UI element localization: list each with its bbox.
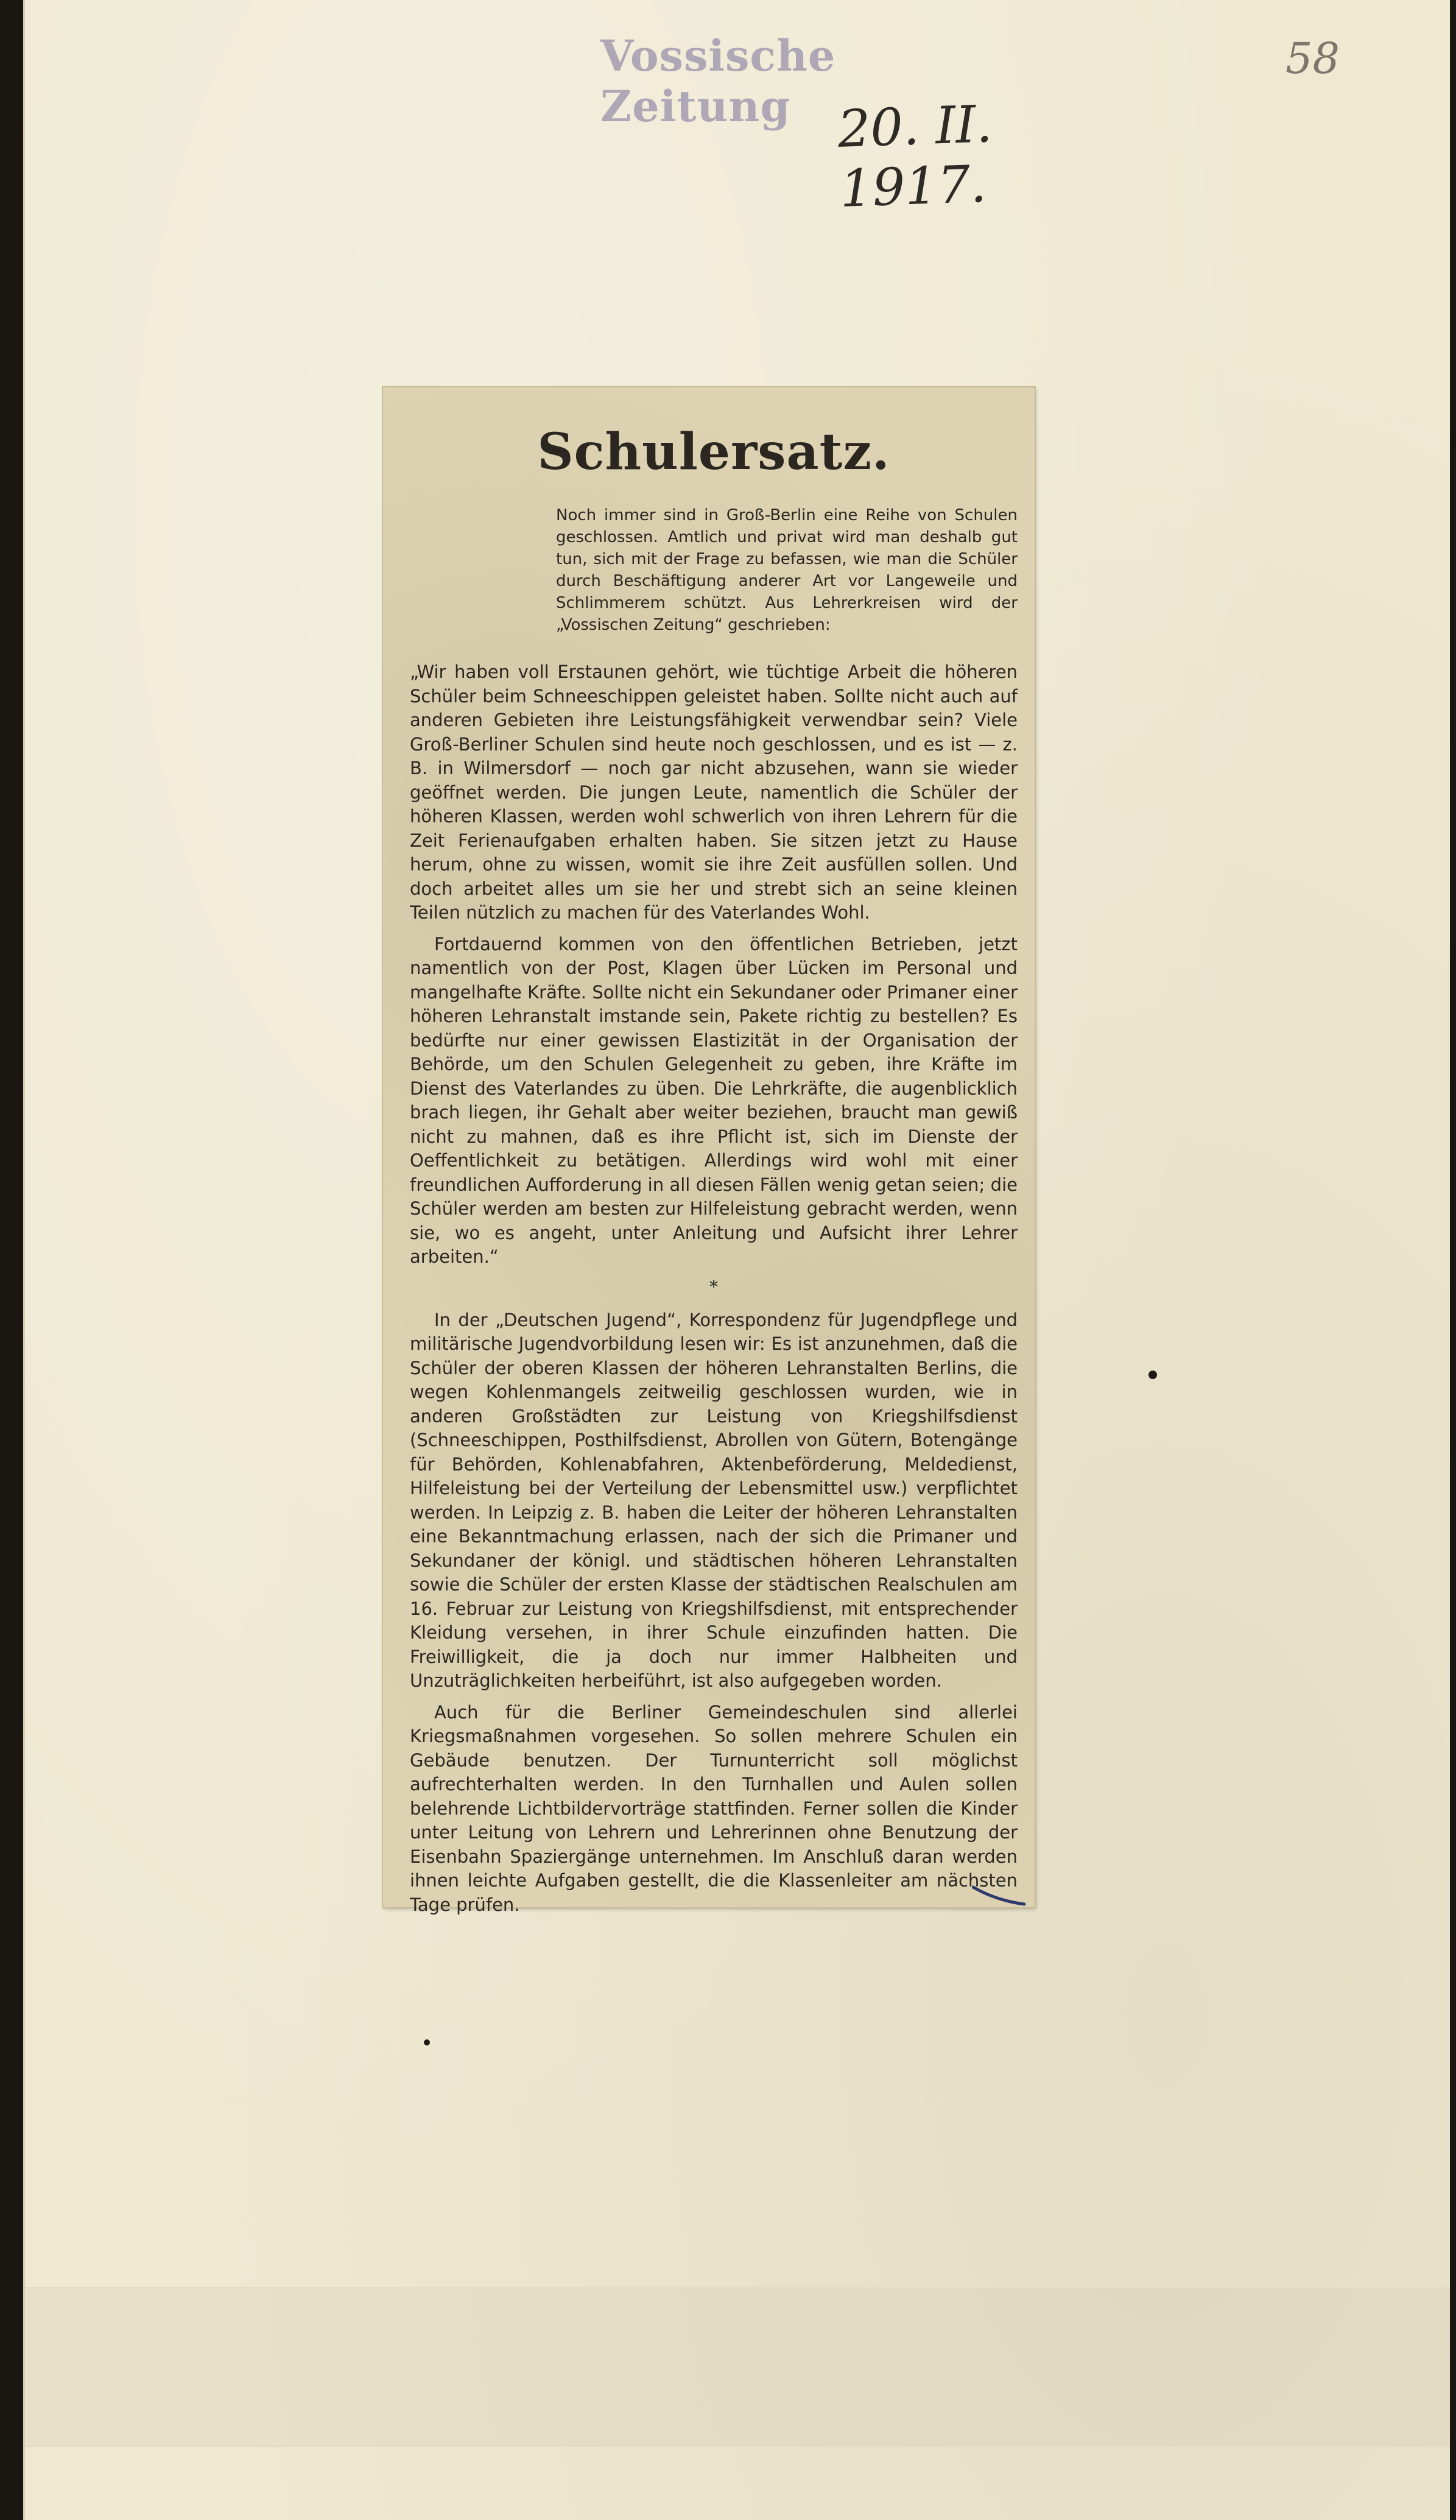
- fold-band: [25, 2287, 1450, 2447]
- section-divider: *: [709, 1276, 718, 1297]
- article-paragraph: In der „Deutschen Jugend“, Korrespondenz für Jugendpflege und militärische Jugendvorbildung lesen wir: Es ist anzunehmen, daß die Schüler der oberen Klassen der höheren Lehranstalten Berlins, die wegen Kohlenmangels zeitweilig geschlossen wurden, wie in anderen Großstädten zur Leistung von Kriegshilfsdienst (Schneeschippen, Posthilfsdienst, Abrollen von Gütern, Botengänge für Behörden, Kohlenabfahren, Aktenbeförderung, Meldedienst, Hilfeleistung bei der Verteilung der Lebensmittel usw.) verpflichtet werden. In Leipzig z. B. haben die Leiter der höheren Lehranstalten eine Bekanntmachung erlassen, nach der sich die Primaner und Sekundaner der königl. und städtischen höheren Lehranstalten sowie die Schüler der ersten Klasse der städtischen Realschulen am 16. Februar zur Leistung von Kriegshilfsdienst, mit entsprechender Kleidung versehen, in ihrer Schule einzufinden hatten. Die Freiwilligkeit, die ja doch nur immer Halbheiten und Unzuträglichkeiten herbeiführt, ist also aufgegeben worden.: [410, 1309, 1018, 1691]
- newspaper-stamp: Vossische Zeitung: [600, 30, 836, 132]
- ink-dot: [1148, 1371, 1157, 1379]
- paper-sheet: [23, 0, 1450, 2520]
- article-paragraph: Auch für die Berliner Gemeindeschulen sind allerlei Kriegsmaßnahmen vorgesehen. So sollen mehrere Schulen ein Gebäude benutzen. Der Turnunterricht soll möglichst aufrechterhalten werden. In den Turnhallen und Aulen sollen belehrende Lichtbildervorträge stattfinden. Ferner sollen die Kinder unter Leitung von Lehrern und Lehrerinnen ohne Benutzung der Eisenbahn Spaziergänge unternehmen. Im Anschluß daran werden ihnen leichte Aufgaben gestellt, die die Klassenleiter am nächsten Tage prüfen.: [410, 1701, 1018, 1915]
- article-headline: Schulersatz.: [537, 423, 890, 481]
- article-paragraph: „Wir haben voll Erstaunen gehört, wie tüchtige Arbeit die höheren Schüler beim Schneeschippen geleistet haben. Sollte nicht auch auf anderen Gebieten ihre Leistungsfähigkeit verwendbar sein? Viele Groß-Berliner Schulen sind heute noch geschlossen, und es ist — z. B. in Wilmersdorf — noch gar nicht abzusehen, wann sie wieder geöffnet werden. Die jungen Leute, namentlich die Schüler der höheren Klassen, werden wohl schwerlich von ihren Lehrern für die Zeit Ferienaufgaben erhalten haben. Sie sitzen jetzt zu Hause herum, ohne zu wissen, womit sie ihre Zeit ausfüllen sollen. Und doch arbeitet alles um sie her und strebt sich an seine kleinen Teilen nützlich zu machen für des Vaterlandes Wohl.: [410, 662, 1018, 923]
- pen-mark-icon: [972, 1876, 1027, 1907]
- newspaper-clipping: [383, 387, 1035, 1915]
- ink-dot: [424, 2039, 430, 2045]
- page-number: 58: [1285, 34, 1340, 83]
- article-paragraph: Fortdauernd kommen von den öffentlichen Betrieben, jetzt namentlich von der Post, Klagen über Lücken im Personal und mangelhafte Kräfte. Sollte nicht ein Sekundaner oder Primaner einer höheren Lehranstalt imstande sein, Pakete richtig zu bestellen? Es bedürfte nur einer gewissen Elastizität in der Organisation der Behörde, um den Schulen Gelegenheit zu geben, ihre Kräfte im Dienst des Vaterlandes zu üben. Die Lehrkräfte, die augenblicklich brach liegen, ihr Gehalt aber weiter beziehen, braucht man gewiß nicht zu mahnen, daß es ihre Pflicht ist, sich im Dienste der Oeffentlichkeit zu betätigen. Allerdings wird wohl mit einer freundlichen Aufforderung in all diesen Fällen wenig getan seien; die Schüler werden am besten zur Hilfeleistung gebracht werden, wenn sie, wo es angeht, unter Anleitung und Aufsicht ihrer Lehrer arbeiten.“: [410, 933, 1018, 1267]
- handwritten-date: 20. II. 1917.: [837, 94, 993, 219]
- article-lede: Noch immer sind in Groß-Berlin eine Reihe von Schulen geschlossen. Amtlich und privat wird man deshalb gut tun, sich mit der Frage zu befassen, wie man die Schüler durch Beschäftigung anderer Art vor Langeweile und Schlimmerem schützt. Aus Lehrerkreisen wird der „Vossischen Zeitung“ geschrieben:: [556, 506, 1018, 634]
